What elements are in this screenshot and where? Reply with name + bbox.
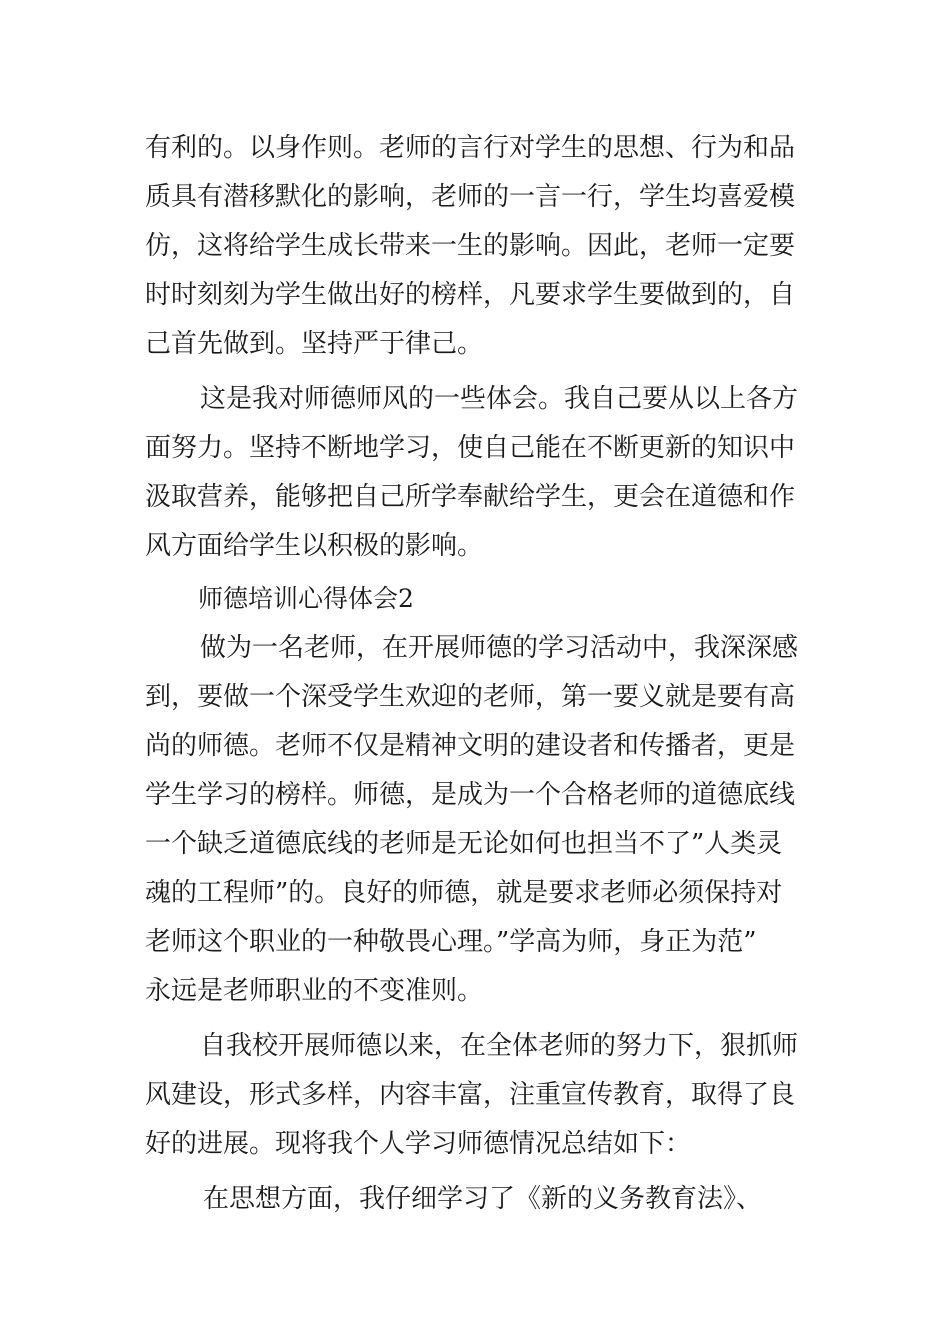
- text-line: 时时刻刻为学生做出好的榜样，凡要求学生要做到的，自: [145, 280, 796, 310]
- text-line: 风建设，形式多样，内容丰富，注重宣传教育，取得了良: [145, 1080, 796, 1110]
- paragraph-first-line: 自我校开展师德以来，在全体老师的努力下，狠抓师: [200, 1031, 799, 1061]
- paragraph-first-line: 这是我对师德师风的一些体会。我自己要从以上各方: [200, 384, 799, 414]
- text-line: 永远是老师职业的不变准则。: [145, 976, 484, 1006]
- text-line: 一个缺乏道德底线的老师是无论如何也担当不了”人类灵: [145, 829, 783, 859]
- text-line: 尚的师德。老师不仅是精神文明的建设者和传播者，更是: [145, 731, 796, 761]
- text-line: 风方面给学生以积极的影响。: [145, 531, 484, 561]
- text-line: 面努力。坚持不断地学习，使自己能在不断更新的知识中: [145, 433, 796, 463]
- paragraph-first-line: 做为一名老师，在开展师德的学习活动中，我深深感: [200, 633, 799, 663]
- text-line: 质具有潜移默化的影响，老师的一言一行，学生均喜爱模: [145, 182, 796, 212]
- paragraph-first-line: 在思想方面，我仔细学习了《新的义务教育法》、: [203, 1184, 763, 1214]
- text-line: 己首先做到。坚持严于律己。: [145, 329, 484, 359]
- text-line: 汲取营养，能够把自己所学奉献给学生，更会在道德和作: [145, 482, 796, 512]
- text-line: 魂的工程师”的。良好的师德，就是要求老师必须保持对: [145, 878, 783, 908]
- text-line: 仿，这将给学生成长带来一生的影响。因此，老师一定要: [145, 231, 796, 261]
- text-line: 有利的。以身作则。老师的言行对学生的思想、行为和品: [145, 133, 796, 163]
- section-title: 师德培训心得体会2: [198, 584, 414, 613]
- text-line: 到，要做一个深受学生欢迎的老师，第一要义就是要有高: [145, 682, 796, 712]
- text-line: 好的进展。现将我个人学习师德情况总结如下：: [145, 1129, 692, 1159]
- text-line: 老师这个职业的一种敬畏心理。”学高为师，身正为范”: [145, 927, 757, 957]
- text-line: 学生学习的榜样。师德，是成为一个合格老师的道德底线: [145, 780, 796, 810]
